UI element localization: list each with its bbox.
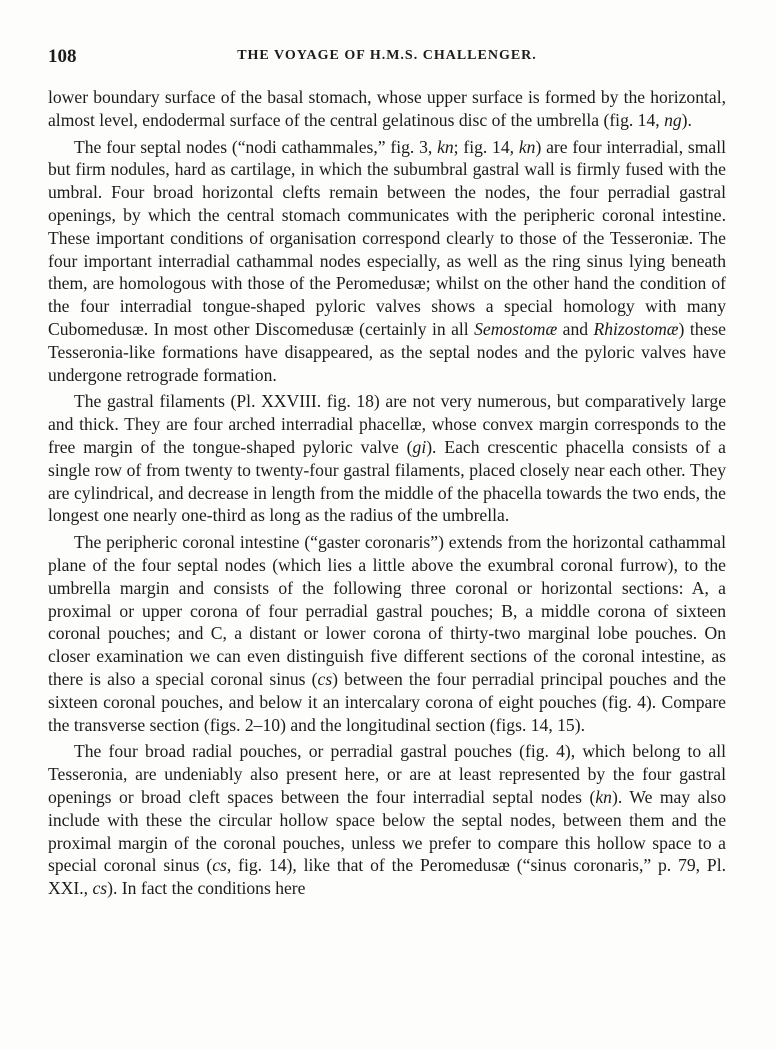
- paragraph: The four septal nodes (“nodi cathammales,” fig. 3, kn; fig. 14, kn) are four interradial, small but firm nodules, hard as cartilage, in which the subumbral gastral wall is firmly fused with the umbral. Four broad horizontal clefts remain between the nodes, the four perradial gastral openings, by which the central stomach communicates with the peripheric coronal intestine. These important conditions of organisation correspond clearly to those of the Tesseroniæ. The four important interradial cathammal nodes especially, as well as the ring sinus lying beneath them, are homologous with those of the Peromedusæ; whilst on the other hand the condition of the four interradial tongue-shaped pyloric valves shows a special homology with many Cubomedusæ. In most other Discomedusæ (certainly in all Semostomæ and Rhizostomæ) these Tesseronia-like formations have disappeared, as the septal nodes and the pyloric valves have undergone retrograde formation.: [48, 136, 726, 385]
- page-header: [48, 46, 726, 68]
- running-title: THE VOYAGE OF H.M.S. CHALLENGER.: [237, 48, 537, 63]
- paragraph: lower boundary surface of the basal stomach, whose upper surface is formed by the horizontal, almost level, endodermal surface of the central gelatinous disc of the umbrella (fig. 14, ng).: [48, 87, 726, 130]
- paragraph: The peripheric coronal intestine (“gaster coronaris”) extends from the horizontal cathammal plane of the four septal nodes (which lies a little above the exumbral coronal furrow), to the umbrella margin and consists of the following three coronal or horizontal sections: A, a proximal or upper corona of four perradial gastral pouches; B, a middle corona of sixteen coronal pouches; and C, a distant or lower corona of thirty-two marginal lobe pouches. On closer examination we can even distinguish five different sections of the coronal intestine, as there is also a special coronal sinus (cs) between the four perradial principal pouches and the sixteen coronal pouches, and below it an intercalary corona of eight pouches (fig. 4). Compare the transverse section (figs. 2–10) and the longitudinal section (figs. 14, 15).: [48, 532, 726, 735]
- paragraph: The four broad radial pouches, or perradial gastral pouches (fig. 4), which belong to all Tesseronia, are undeniably also present here, or are at least represented by the four gastral openings or broad cleft spaces between the four interradial septal nodes (kn). We may also include with these the circular hollow space below the septal nodes, between them and the proximal margin of the coronal pouches, unless we prefer to compare this hollow space to a special coronal sinus (cs, fig. 14), like that of the Peromedusæ (“sinus coronaris,” p. 79, Pl. XXI., cs). In fact the conditions here: [48, 741, 726, 899]
- body-text: [48, 86, 726, 904]
- paragraph: The gastral filaments (Pl. XXVIII. fig. 18) are not very numerous, but comparatively large and thick. They are four arched interradial phacellæ, whose convex margin corresponds to the free margin of the tongue-shaped pyloric valve (gi). Each crescentic phacella consists of a single row of from twenty to twenty-four gastral filaments, placed closely near each other. They are cylindrical, and decrease in length from the middle of the phacella towards the two ends, the longest one nearly one-third as long as the radius of the umbrella.: [48, 391, 726, 526]
- page-number: 108: [48, 46, 77, 67]
